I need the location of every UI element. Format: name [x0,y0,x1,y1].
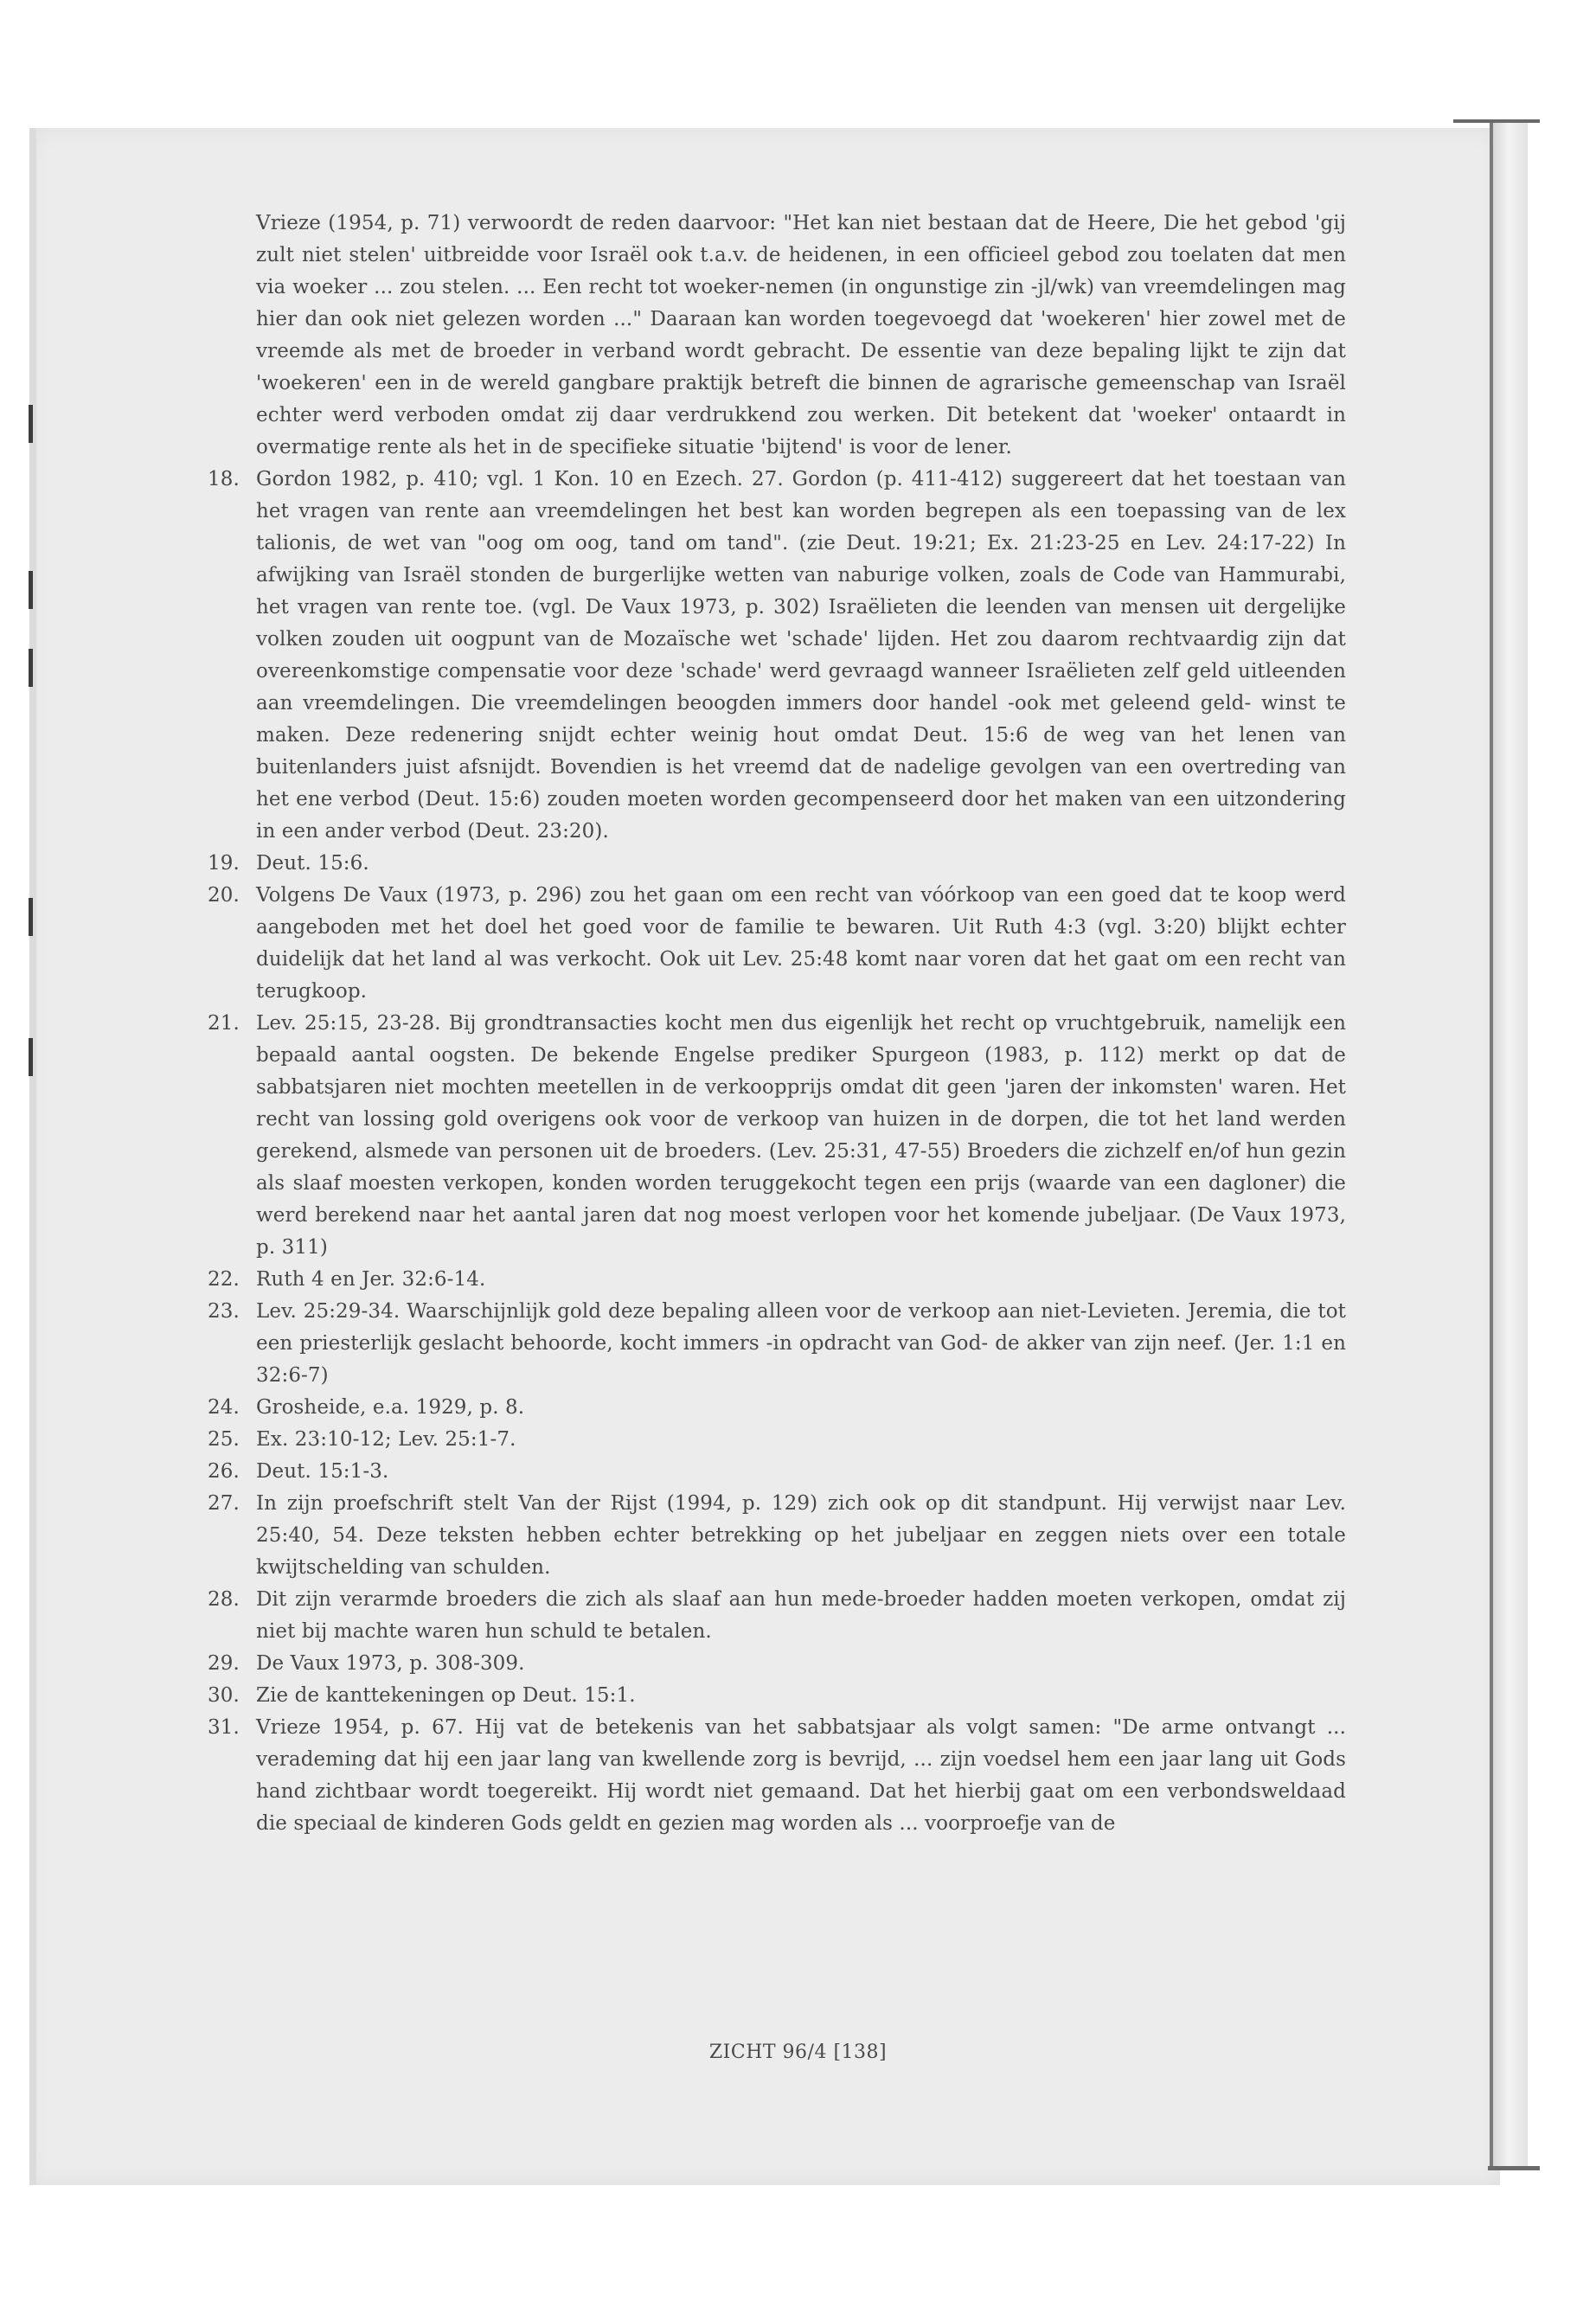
margin-mark [29,649,33,687]
margin-mark [29,1038,33,1076]
footnote-text: De Vaux 1973, p. 308-309. [256,1652,525,1675]
footnote-20 [256,880,1346,1008]
margin-mark [29,405,33,443]
footnote-text: Dit zijn verarmde broeders die zich als slaaf aan hun mede-broeder hadden moeten verkopen, omdat zij niet bij machte waren hun schuld te betalen. [256,1588,1346,1643]
footnote-text: Ex. 23:10-12; Lev. 25:1-7. [256,1428,516,1451]
margin-mark [29,898,33,936]
footnote-text: Vrieze 1954, p. 67. Hij vat de betekenis van het sabbatsjaar als volgt samen: "De arme ontvangt ... verademing dat hij een jaar lang van kwellende zorg is bevrijd, ... zijn voedsel hem een jaar lang uit Gods hand zichtbaar wordt toegereikt. Hij wordt niet gemaand. Dat het hierbij gaat om een verbondsweldaad die speciaal de kinderen Gods geldt en gezien mag worden als ... voorproefje van de [256,1716,1346,1835]
footnote-25 [256,1424,1346,1456]
footnote-text: Ruth 4 en Jer. 32:6-14. [256,1268,486,1291]
footnote-text: Grosheide, e.a. 1929, p. 8. [256,1396,525,1419]
continuation-paragraph: Vrieze (1954, p. 71) verwoordt de reden daarvoor: "Het kan niet bestaan dat de Heere, Die het gebod 'gij zult niet stelen' uitbreidde voor Israël ook t.a.v. de heidenen, in een officieel gebod zou toelaten dat men via woeker ... zou stelen. ... Een recht tot woeker-nemen (in ongunstige zin -jl/wk) van vreemdelingen mag hier dan ook niet gelezen worden ..." Daaraan kan worden toegevoegd dat 'woekeren' hier zowel met de vreemde als met de broeder in verband wordt gebracht. De essentie van deze bepaling lijkt te zijn dat 'woekeren' een in de wereld gangbare praktijk betreft die binnen de agrarische gemeenschap van Israël echter werd verboden omdat zij daar verdrukkend zou werken. Dit betekent dat 'woeker' ontaardt in overmatige rente als het in de specifieke situatie 'bijtend' is voor de lener. [256,212,1346,458]
margin-mark [29,571,33,609]
page-footer: ZICHT 96/4 [138] [708,2041,888,2063]
footnote-24 [256,1392,1346,1424]
footnote-21 [256,1008,1346,1264]
binding-strip [1493,121,1528,2170]
footnote-text: Deut. 15:6. [256,852,369,875]
footnote-22 [256,1264,1346,1296]
footnote-text: Deut. 15:1-3. [256,1460,389,1483]
footnote-text: In zijn proefschrift stelt Van der Rijst (1994, p. 129) zich ook op dit standpunt. Hij verwijst naar Lev. 25:40, 54. Deze teksten hebben echter betrekking op het jubeljaar en zeggen niets over een totale kwijtschelding van schulden. [256,1492,1346,1579]
footnote-26 [256,1456,1346,1488]
footnote-text: Gordon 1982, p. 410; vgl. 1 Kon. 10 en Ezech. 27. Gordon (p. 411-412) suggereert dat het toestaan van het vragen van rente aan vreemdelingen het best kan worden begrepen als een toepassing van de lex talionis, de wet van "oog om oog, tand om tand". (zie Deut. 19:21; Ex. 21:23-25 en Lev. 24:17-22) In afwijking van Israël stonden de burgerlijke wetten van naburige volken, zoals de Code van Hammurabi, het vragen van rente toe. (vgl. De Vaux 1973, p. 302) Israëlieten die leenden van mensen uit dergelijke volken zouden uit oogpunt van de Mozaïsche wet 'schade' lijden. Het zou daarom rechtvaardig zijn dat overeenkomstige compensatie voor deze 'schade' werd gevraagd wanneer Israëlieten zelf geld uitleenden aan vreemdelingen. Die vreemdelingen beoogden immers door handel -ook met geleend geld- winst te maken. Deze redenering snijdt echter weinig hout omdat Deut. 15:6 de weg van het lenen van buitenlanders juist afsnijdt. Bovendien is het vreemd dat de nadelige gevolgen van een overtreding van het ene verbod (Deut. 15:6) zouden moeten worden gecompenseerd door het maken van een uitzondering in een ander verbod (Deut. 23:20). [256,468,1346,843]
footnote-28 [256,1584,1346,1648]
footnote-23 [256,1296,1346,1392]
footnote-text: Lev. 25:29-34. Waarschijnlijk gold deze bepaling alleen voor de verkoop aan niet-Levieten. Jeremia, die tot een priesterlijk geslacht behoorde, kocht immers -in opdracht van God- de akker van zijn neef. (Jer. 1:1 en 32:6-7) [256,1300,1346,1387]
footnote-30 [256,1680,1346,1712]
footnote-text: Volgens De Vaux (1973, p. 296) zou het gaan om een recht van vóórkoop van een goed dat te koop werd aangeboden met het doel het goed voor de familie te bewaren. Uit Ruth 4:3 (vgl. 3:20) blijkt echter duidelijk dat het land al was verkocht. Ook uit Lev. 25:48 komt naar voren dat het gaat om een recht van terugkoop. [256,884,1346,1003]
footnote-19 [256,848,1346,880]
footnote-31 [256,1712,1346,1840]
binding-cap-bottom [1488,2166,1540,2170]
binding-cap-top [1453,119,1540,123]
footnote-text: Zie de kanttekeningen op Deut. 15:1. [256,1684,636,1707]
footnote-text: Lev. 25:15, 23-28. Bij grondtransacties kocht men dus eigenlijk het recht op vruchtgebruik, namelijk een bepaald aantal oogsten. De bekende Engelse prediker Spurgeon (1983, p. 112) merkt op dat de sabbatsjaren niet mochten meetellen in de verkoopprijs omdat dit geen 'jaren der inkomsten' waren. Het recht van lossing gold overigens ook voor de verkoop van huizen in de dorpen, die tot het land werden gerekend, alsmede van personen uit de broeders. (Lev. 25:31, 47-55) Broeders die zichzelf en/of hun gezin als slaaf moesten verkopen, konden worden teruggekocht tegen een prijs (waarde van een dagloner) die werd berekend naar het aantal jaren dat nog moest verlopen voor het komende jubeljaar. (De Vaux 1973, p. 311) [256,1012,1346,1259]
footnote-18 [256,464,1346,848]
footnote-27 [256,1488,1346,1584]
footnotes-block [256,208,1346,1840]
footnote-29 [256,1648,1346,1680]
